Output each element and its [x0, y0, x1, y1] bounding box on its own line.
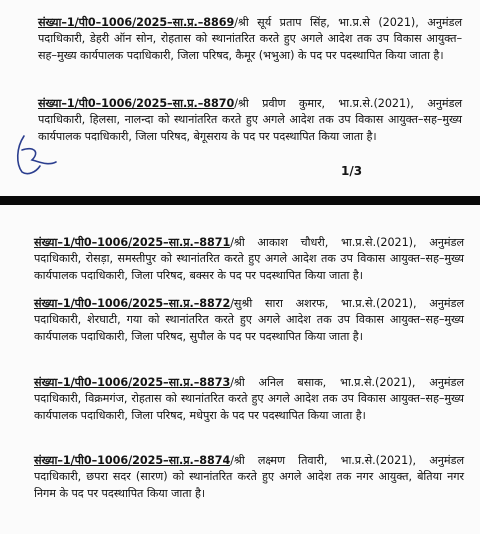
order-reference: संख्या–1/पी0–1006/2025–सा.प्र.–8870 [38, 97, 235, 110]
order-reference: संख्या–1/पी0–1006/2025–सा.प्र.–8872 [34, 297, 231, 310]
order-reference: संख्या–1/पी0–1006/2025–सा.प्र.–8874 [34, 454, 231, 467]
page-number: 1/3 [341, 164, 363, 178]
order-text: /श्री अनिल बसाक, भा.प्र.से.(2021), अनुमंडल पदाधिकारी, विक्रमगंज, रोहतास को स्थानांतरित करते हुए अगले आदेश तक उप विकास आयुक्त–सह–मुख्य कार्यपालक पदाधिकारी, जिला परिषद, मधेपुरा के पद पर पदस्थापित किया जाता है। [34, 376, 464, 422]
order-8872 [34, 296, 464, 345]
order-reference: संख्या–1/पी0–1006/2025–सा.प्र.–8869 [38, 16, 235, 29]
order-text: /श्री आकाश चौधरी, भा.प्र.से.(2021), अनुमंडल पदाधिकारी, रोसड़ा, समस्तीपुर को स्थानांतरित करते हुए अगले आदेश तक उप विकास आयुक्त–सह–मुख्य कार्यपालक पदाधिकारी, जिला परिषद, बक्सर के पद पर पदस्थापित किया जाता है। [34, 236, 464, 282]
order-reference: संख्या–1/पी0–1006/2025–सा.प्र.–8871 [34, 236, 231, 249]
order-text: /श्री लक्ष्मण तिवारी, भा.प्र.से.(2021), अनुमंडल पदाधिकारी, छपरा सदर (सारण) को स्थानांतरित करते हुए अगले आदेश तक नगर आयुक्त, बेतिया नगर निगम के पद पर पदस्थापित किया जाता है। [34, 454, 464, 500]
signature-mark [10, 132, 58, 178]
order-reference: संख्या–1/पी0–1006/2025–सा.प्र.–8873 [34, 376, 231, 389]
page-separator [0, 196, 480, 205]
order-8871 [34, 235, 464, 284]
order-8874 [34, 453, 464, 502]
document-page-2 [0, 205, 480, 534]
order-8873 [34, 375, 464, 424]
order-8869 [38, 15, 462, 64]
order-text: /श्री सूर्य प्रताप सिंह, भा.प्र.से (2021), अनुमंडल पदाधिकारी, डेहरी ऑन सोन, रोहतास को स्थानांतरित करते हुए अगले आदेश तक उप विकास आयुक्त–सह–मुख्य कार्यपालक पदाधिकारी, जिला परिषद, कैमूर (भभुआ) के पद पर पदस्थापित किया जाता है। [38, 16, 462, 62]
order-text: /सुश्री सारा अशरफ, भा.प्र.से.(2021), अनुमंडल पदाधिकारी, शेरघाटी, गया को स्थानांतरित करते हुए अगले आदेश तक उप विकास आयुक्त–सह–मुख्य कार्यपालक पदाधिकारी, जिला परिषद, सुपौल के पद पर पदस्थापित किया जाता है। [34, 297, 464, 343]
order-8870 [38, 96, 462, 145]
document-page-1 [0, 0, 480, 196]
order-text: /श्री प्रवीण कुमार, भा.प्र.से.(2021), अनुमंडल पदाधिकारी, हिलसा, नालन्दा को स्थानांतरित करते हुए अगले आदेश तक उप विकास आयुक्त–सह–मुख्य कार्यपालक पदाधिकारी, जिला परिषद, बेगूसराय के पद पर पदस्थापित किया जाता है। [38, 97, 462, 143]
